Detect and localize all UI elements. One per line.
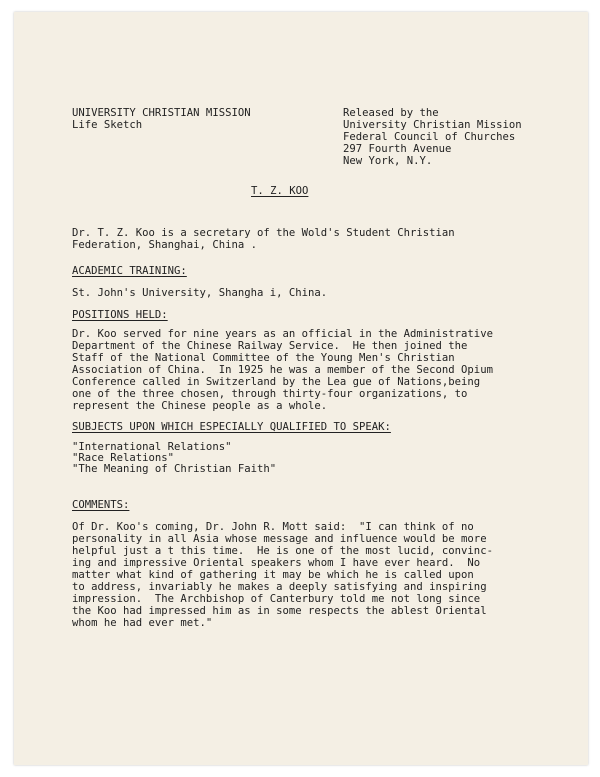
org-name: UNIVERSITY CHRISTIAN MISSION [72,107,251,119]
release-line-2: University Christian Mission [343,119,522,131]
positions-line: Conference called in Switzerland by the Lea gue of Nations,being [72,376,481,388]
comments-line: personality in all Asia whose message and influence would be more [72,533,487,545]
positions-line: represent the Chinese people as a whole. [72,400,328,412]
comments-line: matter what kind of gathering it may be which he is called upon [72,569,474,581]
subject-item: "The Meaning of Christian Faith" [72,463,277,475]
release-line-4: 297 Fourth Avenue [343,143,452,155]
positions-line: Dr. Koo served for nine years as an official in the Administrative [72,328,493,340]
academic-text: St. John's University, Shangha i, China. [72,287,328,299]
comments-heading: COMMENTS: [72,499,130,511]
comments-line: the Koo had impressed him as in some respects the ablest Oriental [72,605,487,617]
positions-line: Association of China. In 1925 he was a member of the Second Opium [72,364,493,376]
academic-heading: ACADEMIC TRAINING: [72,265,187,277]
subjects-heading: SUBJECTS UPON WHICH ESPECIALLY QUALIFIED TO SPEAK: [72,421,391,433]
comments-line: helpful just a t this time. He is one of the most lucid, convinc- [72,545,493,557]
positions-line: one of the three chosen, through thirty-four organizations, to [72,388,468,400]
document-type: Life Sketch [72,119,143,131]
comments-line: ing and impressive Oriental speakers whom I have ever heard. No [72,557,481,569]
release-line-1: Released by the [343,107,439,119]
comments-line: whom he had ever met." [72,617,213,629]
release-line-3: Federal Council of Churches [343,131,516,143]
intro-line-1: Dr. T. Z. Koo is a secretary of the Wold's Student Christian [72,227,455,239]
positions-line: Department of the Chinese Railway Service. He then joined the [72,340,468,352]
document-title: T. Z. KOO [251,185,309,197]
comments-line: impression. The Archbishop of Canterbury told me not long since [72,593,481,605]
positions-heading: POSITIONS HELD: [72,309,168,321]
subject-item: "Race Relations" [72,452,175,464]
intro-line-2: Federation, Shanghai, China . [72,239,257,251]
comments-line: Of Dr. Koo's coming, Dr. John R. Mott said: "I can think of no [72,521,474,533]
release-line-5: New York, N.Y. [343,155,433,167]
comments-line: to address, invariably he makes a deeply satisfying and inspiring [72,581,487,593]
subject-item: "International Relations" [72,441,232,453]
positions-line: Staff of the National Committee of the Young Men's Christian [72,352,455,364]
